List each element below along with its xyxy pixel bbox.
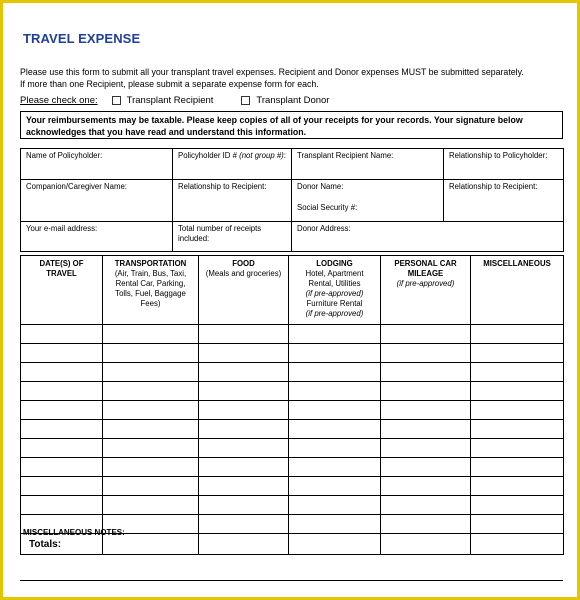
expense-cell[interactable] <box>471 420 564 439</box>
expense-cell[interactable] <box>289 477 381 496</box>
relationship-recipient-2-field[interactable] <box>444 180 564 222</box>
expense-cell[interactable] <box>381 363 471 382</box>
notice-line-2: acknowledges that you have read and understand this information. <box>26 127 307 137</box>
expense-cell[interactable] <box>289 401 381 420</box>
expense-cell[interactable] <box>21 439 103 458</box>
expense-row <box>21 477 564 496</box>
expense-cell[interactable] <box>21 477 103 496</box>
expense-cell[interactable] <box>381 458 471 477</box>
expense-row <box>21 496 564 515</box>
expense-cell[interactable] <box>289 439 381 458</box>
col-lodging: LODGING Hotel, Apartment Rental, Utilities (if pre-approved) Furniture Rental (if pre-approved) <box>289 256 381 325</box>
expense-cell[interactable] <box>289 420 381 439</box>
expense-header-row <box>21 256 564 325</box>
expense-cell[interactable] <box>199 496 289 515</box>
expense-cell[interactable] <box>199 382 289 401</box>
relationship-recipient-label: Relationship to Recipient: <box>178 182 267 191</box>
expense-cell[interactable] <box>289 344 381 363</box>
notice-line-1: Your reimbursements may be taxable. Please keep copies of all of your receipts for your records. Your signature below <box>26 115 523 125</box>
expense-cell[interactable] <box>381 496 471 515</box>
expense-cell[interactable] <box>21 496 103 515</box>
expense-cell[interactable] <box>103 344 199 363</box>
policyholder-name-label: Name of Policyholder: <box>26 151 103 160</box>
option-recipient[interactable] <box>112 95 214 106</box>
expense-cell[interactable] <box>21 363 103 382</box>
expense-cell[interactable] <box>471 325 564 344</box>
col-transportation: TRANSPORTATION (Air, Train, Bus, Taxi, Rental Car, Parking, Tolls, Fuel, Baggage Fees) <box>103 256 199 325</box>
intro-line-1: Please use this form to submit all your transplant travel expenses. Recipient and Donor expenses MUST be submitted separately. <box>20 67 524 77</box>
expense-cell[interactable] <box>103 363 199 382</box>
expense-cell[interactable] <box>471 458 564 477</box>
expense-cell[interactable] <box>199 363 289 382</box>
relationship-recipient-2-label: Relationship to Recipient: <box>449 182 538 191</box>
expense-cell[interactable] <box>381 325 471 344</box>
expense-cell[interactable] <box>199 515 289 534</box>
intro-text <box>20 67 565 90</box>
policyholder-id-field[interactable] <box>173 149 292 180</box>
recipient-name-field[interactable] <box>292 149 444 180</box>
expense-cell[interactable] <box>21 382 103 401</box>
intro-line-2: If more than one Recipient, please submit a separate expense form for each. <box>20 78 319 89</box>
email-field[interactable] <box>21 222 173 252</box>
expense-table <box>20 255 564 555</box>
expense-cell[interactable] <box>289 458 381 477</box>
expense-row <box>21 458 564 477</box>
col-miscellaneous: MISCELLANEOUS <box>471 256 564 325</box>
expense-cell[interactable] <box>289 515 381 534</box>
policyholder-name-field[interactable] <box>21 149 173 180</box>
expense-cell[interactable] <box>21 420 103 439</box>
expense-cell[interactable] <box>471 363 564 382</box>
option-donor-label: Transplant Donor <box>256 95 330 106</box>
total-receipts-field[interactable] <box>173 222 292 252</box>
expense-row <box>21 439 564 458</box>
expense-cell[interactable] <box>199 458 289 477</box>
totals-label: Totals: <box>21 534 103 555</box>
donor-name-label: Donor Name: <box>297 182 344 191</box>
recipient-type-selector <box>20 95 357 106</box>
policyholder-id-colon: : <box>283 151 286 160</box>
expense-cell[interactable] <box>471 515 564 534</box>
expense-cell[interactable] <box>103 458 199 477</box>
donor-address-field[interactable] <box>292 222 564 252</box>
email-label: Your e-mail address: <box>26 224 98 233</box>
expense-row <box>21 420 564 439</box>
donor-address-label: Donor Address: <box>297 224 351 233</box>
relationship-recipient-field[interactable] <box>173 180 292 222</box>
expense-cell[interactable] <box>103 420 199 439</box>
option-donor[interactable] <box>241 95 329 106</box>
expense-cell[interactable] <box>199 477 289 496</box>
policyholder-id-note: (not group #) <box>239 151 284 160</box>
expense-cell[interactable] <box>21 344 103 363</box>
expense-cell[interactable] <box>381 477 471 496</box>
expense-cell[interactable] <box>103 382 199 401</box>
notes-line <box>20 580 563 581</box>
relationship-policyholder-label: Relationship to Policyholder: <box>449 151 548 160</box>
expense-cell[interactable] <box>103 325 199 344</box>
expense-cell[interactable] <box>381 344 471 363</box>
companion-name-label: Companion/Caregiver Name: <box>26 182 127 191</box>
expense-cell[interactable] <box>289 363 381 382</box>
expense-cell[interactable] <box>199 325 289 344</box>
total-receipts-label-1: Total number of receipts <box>178 224 262 233</box>
expense-cell[interactable] <box>103 496 199 515</box>
expense-cell[interactable] <box>21 325 103 344</box>
recipient-name-label: Transplant Recipient Name: <box>297 151 394 160</box>
totals-cell[interactable] <box>289 534 381 555</box>
expense-cell[interactable] <box>381 382 471 401</box>
form-page <box>3 3 577 597</box>
donor-checkbox[interactable] <box>241 96 250 105</box>
check-one-label: Please check one: <box>20 95 98 106</box>
relationship-policyholder-field[interactable] <box>444 149 564 180</box>
expense-cell[interactable] <box>103 401 199 420</box>
companion-name-field[interactable] <box>21 180 173 222</box>
total-receipts-label-2: included: <box>178 234 210 243</box>
col-food: FOOD (Meals and groceries) <box>199 256 289 325</box>
col-car-mileage: PERSONAL CAR MILEAGE (if pre-approved) <box>381 256 471 325</box>
policyholder-id-label: Policyholder ID # <box>178 151 240 160</box>
expense-row <box>21 363 564 382</box>
expense-row <box>21 344 564 363</box>
option-recipient-label: Transplant Recipient <box>126 95 214 106</box>
totals-cell[interactable] <box>199 534 289 555</box>
expense-cell[interactable] <box>471 344 564 363</box>
expense-cell[interactable] <box>289 496 381 515</box>
expense-body <box>21 325 564 555</box>
expense-row <box>21 382 564 401</box>
expense-cell[interactable] <box>199 344 289 363</box>
info-table <box>20 148 564 252</box>
expense-cell[interactable] <box>381 420 471 439</box>
social-security-label: Social Security #: <box>297 203 358 212</box>
recipient-checkbox[interactable] <box>112 96 121 105</box>
expense-cell[interactable] <box>289 382 381 401</box>
expense-cell[interactable] <box>21 401 103 420</box>
totals-cell[interactable] <box>381 534 471 555</box>
expense-cell[interactable] <box>381 439 471 458</box>
expense-cell[interactable] <box>289 325 381 344</box>
expense-cell[interactable] <box>199 420 289 439</box>
form-title: TRAVEL EXPENSE <box>23 31 141 46</box>
taxable-notice <box>20 111 563 139</box>
col-date: DATE(S) OF TRAVEL <box>21 256 103 325</box>
expense-cell[interactable] <box>103 477 199 496</box>
expense-cell[interactable] <box>199 401 289 420</box>
donor-name-field[interactable] <box>292 180 444 222</box>
expense-cell[interactable] <box>471 477 564 496</box>
expense-cell[interactable] <box>381 515 471 534</box>
expense-cell[interactable] <box>471 382 564 401</box>
misc-notes-label: MISCELLANEOUS NOTES: <box>23 528 125 537</box>
expense-cell[interactable] <box>471 401 564 420</box>
expense-row <box>21 325 564 344</box>
expense-cell[interactable] <box>381 401 471 420</box>
expense-cell[interactable] <box>21 458 103 477</box>
totals-cell[interactable] <box>471 534 564 555</box>
expense-cell[interactable] <box>471 496 564 515</box>
expense-cell[interactable] <box>199 439 289 458</box>
expense-row <box>21 401 564 420</box>
expense-cell[interactable] <box>103 439 199 458</box>
expense-cell[interactable] <box>471 439 564 458</box>
